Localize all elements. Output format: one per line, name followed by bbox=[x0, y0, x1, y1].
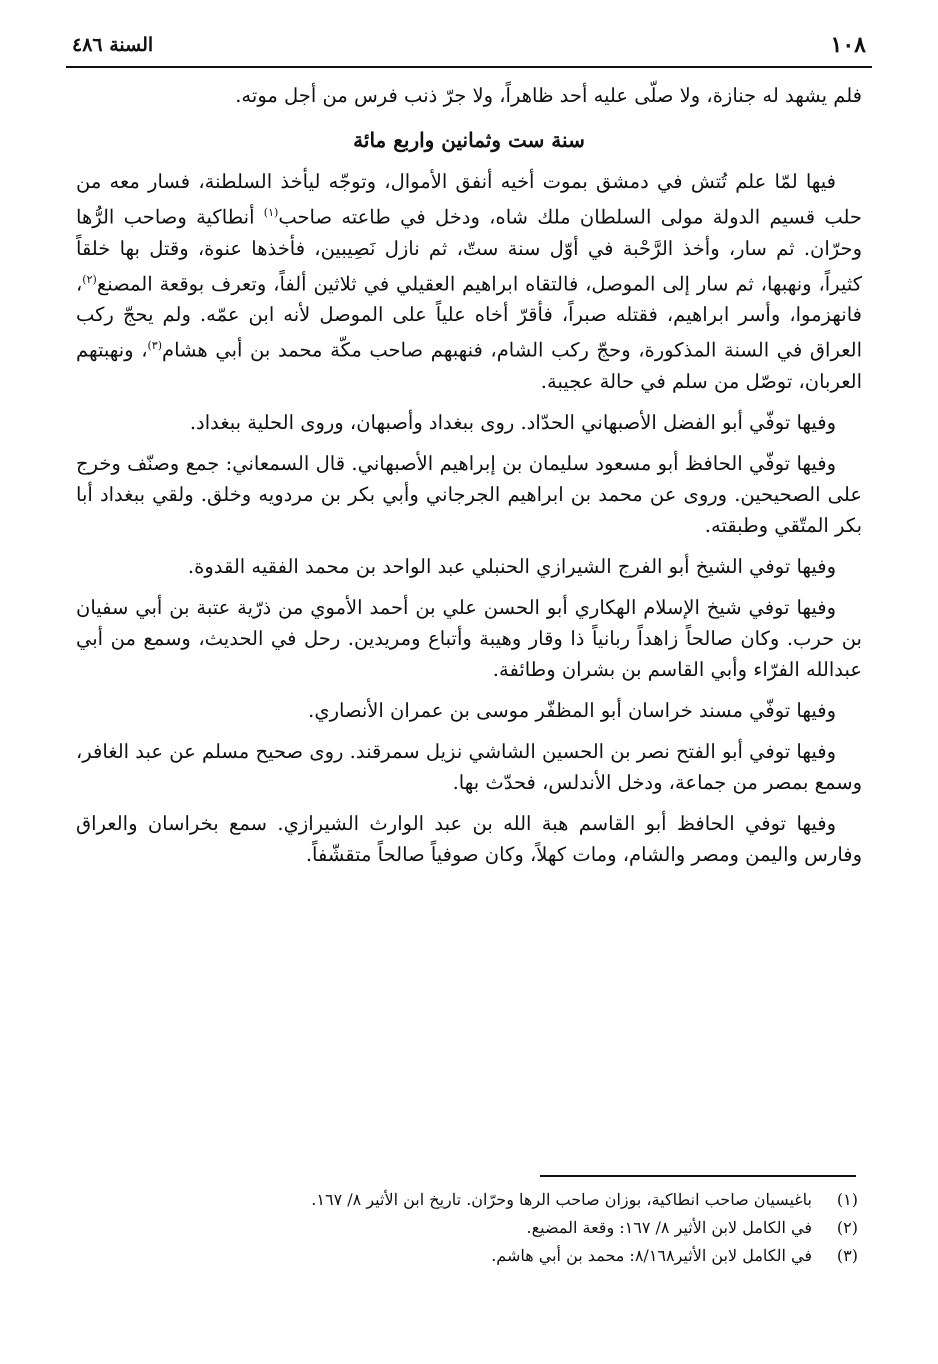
footnote-text: في الكامل لابن الأثير٨/١٦٨: محمد بن أبي هاشم. bbox=[491, 1246, 812, 1265]
paragraph-text: فيها لمّا علم تُتش في دمشق بموت أخيه أنفق الأموال، وتوجّه ليأخذ السلطنة، فسار معه من حلب قسيم الدولة مولى السلطان ملك شاه، ودخل في طاعته صاحب bbox=[76, 170, 862, 229]
paragraph: فلم يشهد له جنازة، ولا صلّى عليه أحد ظاهراً، ولا جرّ ذنب فرس من أجل موته. bbox=[235, 84, 862, 107]
footnote-item bbox=[200, 1214, 858, 1242]
paragraph bbox=[76, 166, 862, 397]
footnote-item bbox=[200, 1186, 858, 1214]
running-head: السنة ٤٨٦ bbox=[72, 34, 154, 56]
footnote-ref[interactable]: (٢) bbox=[82, 272, 97, 286]
footnote-number: (١) bbox=[836, 1190, 858, 1209]
footnote-text: باغيسيان صاحب انطاكية، بوزان صاحب الرها وحرّان. تاريخ ابن الأثير ٨/ ١٦٧. bbox=[311, 1190, 812, 1209]
page-number: ١٠٨ bbox=[830, 32, 866, 58]
paragraph: وفيها توفي شيخ الإسلام الهكاري أبو الحسن علي بن أحمد الأموي من ذرّية عتبة بن أبي سفيان بن حرب. وكان صالحاً زاهداً ربانياً ذا وقار وهيبة وأتباع ومريدين. رحل في الحديث، وسمع من أبي عبدالله الفرّاء وأبي القاسم بن بشران وطائفة. bbox=[76, 595, 862, 681]
paragraph: وفيها توفي أبو الفتح نصر بن الحسين الشاشي نزيل سمرقند. روى صحيح مسلم عن عبد الغافر، وسمع بمصر من جماعة، ودخل الأندلس، فحدّث بها. bbox=[76, 739, 862, 794]
paragraph-text: ، ونهبتهم العربان، توصّل من سلم في حالة عجيبة. bbox=[76, 338, 862, 393]
paragraph: وفيها توفي الشيخ أبو الفرج الشيرازي الحنبلي عبد الواحد بن محمد الفقيه القدوة. bbox=[187, 554, 836, 578]
footnote-number: (٢) bbox=[836, 1218, 858, 1237]
footnotes bbox=[200, 1186, 858, 1270]
section-title: سنة ست وثمانين واربع مائة bbox=[353, 128, 585, 152]
paragraph-text: أنطاكية وصاحب الرُّها وحرّان. ثم سار، وأخذ الرَّحْبة في أوّل سنة ستّ، ثم نازل نَصِيبين، فأخذها عنوة، وقتل بها خلقاً كثيراً، ونهبها، ثم سار إلى الموصل، فالتقاه ابراهيم العقيلي في ثلاثين ألفاً، وتعرف بوقعة المصنع bbox=[76, 205, 862, 295]
paragraph: وفيها توفّي الحافظ أبو مسعود سليمان بن إبراهيم الأصبهاني. قال السمعاني: جمع وصنّف وخرج على الصحيحين. وروى عن محمد بن ابراهيم الجرجاني وأبي بكر بن مردويه وخلق. ولقي ببغداد أبا بكر المتّقي وطبقته. bbox=[76, 451, 862, 537]
main-text bbox=[76, 80, 862, 880]
page-header bbox=[66, 30, 872, 68]
footnote-number: (٣) bbox=[836, 1246, 858, 1265]
paragraph-text: ، فانهزموا، وأسر ابراهيم، فقتله صبراً، فأقرّ أخاه علياً على الموصل لأنه ابن عمّه. ولم يحجّ ركب العراق في السنة المذكورة، وحجّ ركب الشام، فنهبهم صاحب مكّة محمد بن أبي هشام bbox=[76, 272, 863, 362]
footnote-item bbox=[200, 1242, 858, 1270]
paragraph: وفيها توفّي أبو الفضل الأصبهاني الحدّاد. روى ببغداد وأصبهان، وروى الحلية ببغداد. bbox=[189, 410, 836, 434]
paragraph: وفيها توفي الحافظ أبو القاسم هبة الله بن عبد الوارث الشيرازي. سمع بخراسان والعراق وفارس واليمن ومصر والشام، ومات كهلاً، وكان صوفياً صالحاً متقشّفاً. bbox=[76, 811, 862, 866]
footnote-text: في الكامل لابن الأثير ٨/ ١٦٧: وقعة المضيع. bbox=[526, 1218, 812, 1237]
footnote-ref[interactable]: (١) bbox=[263, 206, 279, 219]
footnote-ref[interactable]: (٣) bbox=[147, 339, 163, 352]
footnote-divider bbox=[540, 1175, 856, 1177]
paragraph: وفيها توفّي مسند خراسان أبو المظفّر موسى بن عمران الأنصاري. bbox=[308, 698, 836, 722]
